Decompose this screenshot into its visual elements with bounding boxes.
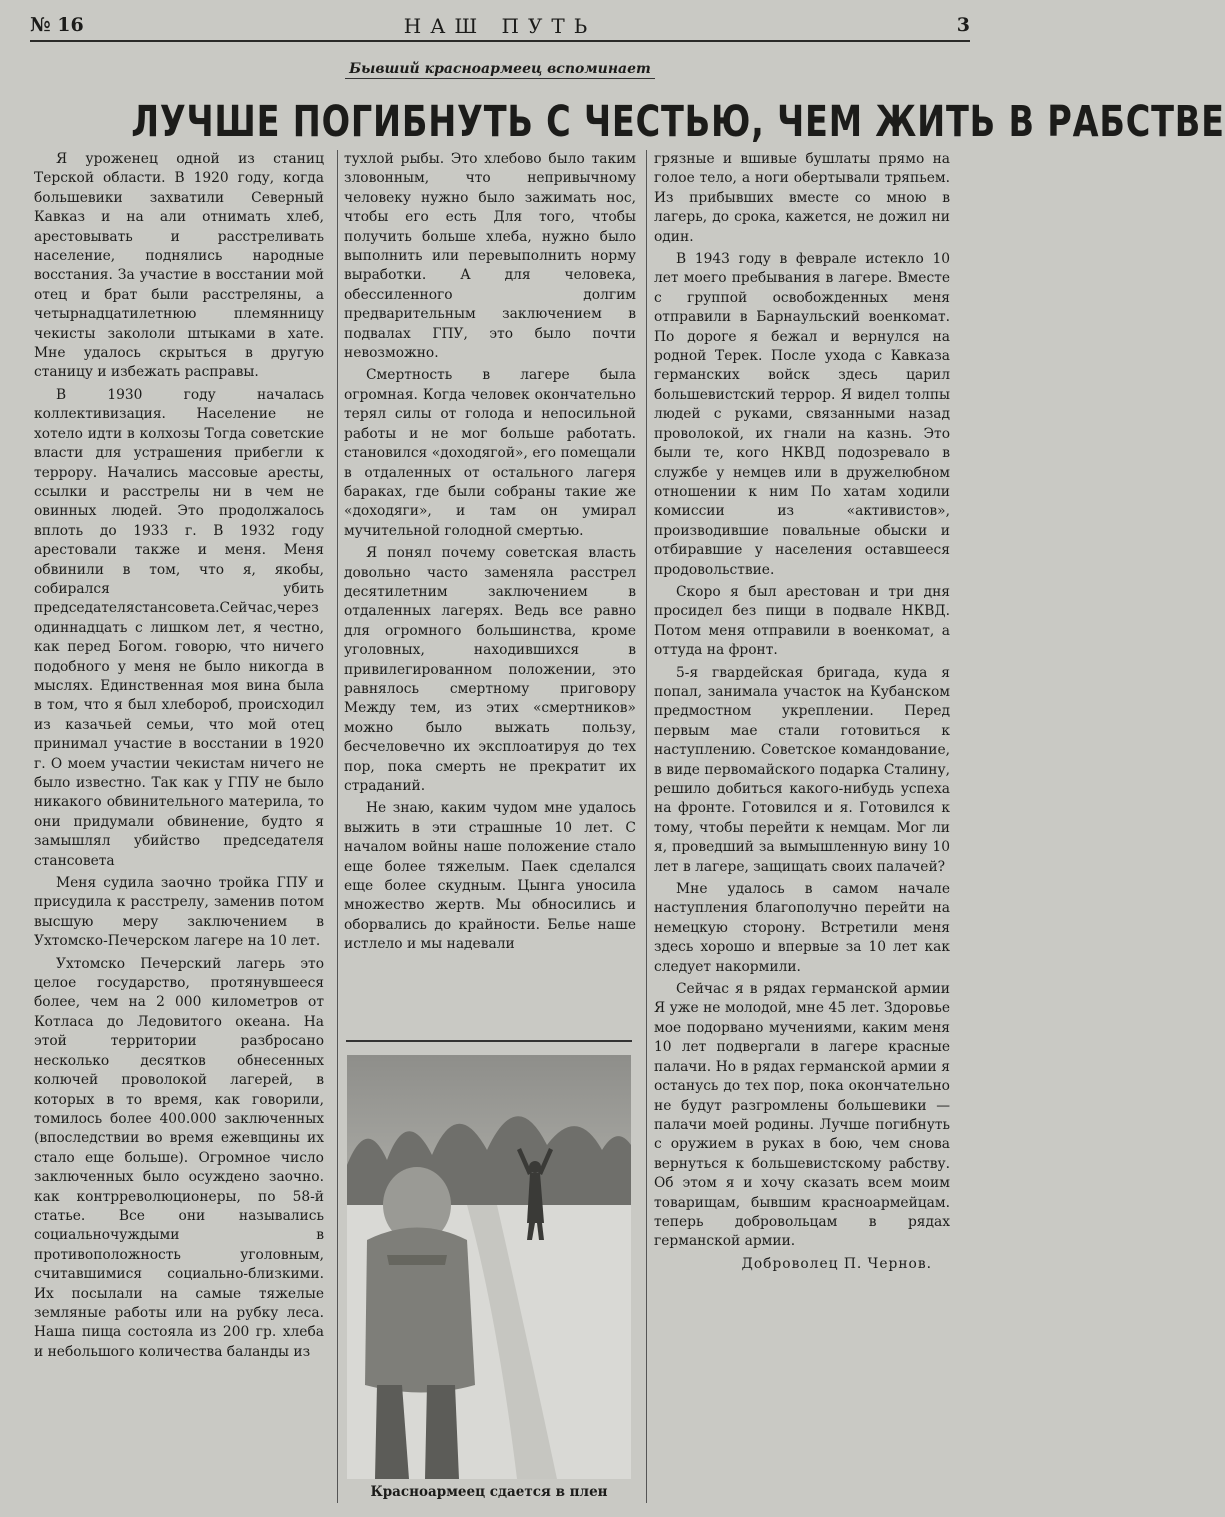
news-photo — [347, 1055, 631, 1479]
photo-illustration — [347, 1055, 631, 1479]
article-column-3 — [654, 150, 950, 1505]
page-number: 3 — [956, 14, 970, 36]
headline: ЛУЧШЕ ПОГИБНУТЬ С ЧЕСТЬЮ, ЧЕМ ЖИТЬ В РАБСТВЕ — [131, 97, 1225, 147]
paragraph: В 1930 году началась коллективизация. Население не хотело идти в колхозы Тогда советские власти для устрашения прибегли к террору. Начались массовые аресты, ссылки и расстрелы ни в чем не овинных людей. Это продолжалось вплоть до 1933 г. В 1932 году арестовали также и меня. Меня обвинили в том, что я, якобы, собирался убить председателястансовета.Сейчас,через одиннадцать с лишком лет, я честно, как перед Богом. говорю, что ничего подобного у меня не было никогда в мыслях. Единственная моя вина была в том, что я был хлебороб, происходил из казачьей семьи, что мой отец принимал участие в восстании в 1920 г. О моем участии чекистам ничего не было известно. Так как у ГПУ не было никакого обвинительного материла, то они придумали обвинение, будто я замышлял убийство председателя стансовета — [34, 386, 324, 869]
paragraph: Не знаю, каким чудом мне удалось выжить в эти страшные 10 лет. С началом войны наше положение стало еще более тяжелым. Паек сделался еще более скудным. Цынга уносила множество жертв. Мы обносились и оборвались до крайности. Белье наше истлело и мы надевали — [344, 800, 636, 953]
paragraph: Меня судила заочно тройка ГПУ и присудила к расстрелу, заменив потом высшую меру заключением в Ухтомско-Печерском лагере на 10 лет. — [34, 875, 324, 950]
paragraph: В 1943 году в феврале истекло 10 лет моего пребывания в лагере. Вместе с группой освобожденных меня отправили в Барнаульский военкомат. По дороге я бежал и вернулся на родной Терек. После ухода с Кавказа германских войск здесь царил большевистский террор. Я видел толпы людей с руками, связанными назад проволокой, их гнали на казнь. Это были те, кого НКВД подозревало в службе у немцев или в дружелюбном отношении к ним По хатам ходили комиссии из «активистов», производившие повальные обыски и отбиравшие у населения оставшееся продовольствие. — [654, 251, 950, 578]
paragraph: Мне удалось в самом начале наступления благополучно перейти на немецкую сторону. Встретили меня здесь хорошо и впервые за 10 лет как следует накормили. — [654, 881, 950, 975]
article-column-1 — [34, 150, 324, 1510]
photo-rule — [346, 1040, 632, 1042]
kicker-text: Бывший красноармеец вспоминает — [345, 61, 655, 79]
paragraph: Скоро я был арестован и три дня просидел без пищи в подвале НКВД. Потом меня отправили в военкомат, а оттуда на фронт. — [654, 583, 950, 659]
paragraph: Я понял почему советская власть довольно часто заменяла расстрел десятилетним заключением в отдаленных лагерях. Ведь все равно для огромного большинства, кроме уголовных, находившихся в привилегированном положении, это равнялось смертному приговору Между тем, из этих «смертников» можно было выжать пользу, бесчеловечно их эксплоатируя до тех пор, пока смерть не прекратит их страданий. — [344, 545, 636, 794]
paragraph: тухлой рыбы. Это хлебово было таким зловонным, что непривычному человеку нужно было зажимать нос, чтобы его есть Для того, чтобы получить больше хлеба, нужно было выполнить или перевыполнить норму выработки. А для человека, обессиленного долгим предварительным заключением в подвалах ГПУ, это было почти невозможно. — [344, 151, 636, 362]
newspaper-title: НАШ ПУТЬ — [403, 14, 597, 38]
paragraph: грязные и вшивые бушлаты прямо на голое тело, а ноги обертывали тряпьем. Из прибывших вместе со мною в лагерь, до срока, кажется, не дожил ни один. — [654, 151, 950, 245]
issue-number: № 16 — [30, 14, 84, 36]
paragraph: Я уроженец одной из станиц Терской области. В 1920 году, когда большевики захватили Северный Кавказ и на али отнимать хлеб, арестовывать и расстреливать население, поднялись народные восстания. За участие в восстании мой отец и брат были расстреляны, а четырнадцатилетнюю племянницу чекисты закололи штыками в хате. Мне удалось скрыться в другую станицу и избежать расправы. — [34, 151, 324, 381]
paragraph: Ухтомско Печерский лагерь это целое государство, протянувшееся более, чем на 2 000 километров от Котласа до Ледовитого океана. На этой территории разбросано несколько десятков обнесенных колючей проволокой лагерей, в которых в то время, как говорили, томилось более 400.000 заключенных (впоследствии во время ежевщины их стало еще больше). Огромное число заключенных было осуждено заочно. как контрреволюционеры, по 58-й статье. Все они назывались социальночуждыми в противоположность уголовным, считавшимися социально-близкими. Их посылали на самые тяжелые земляные работы или на рубку леса. Наша пища состояла из 200 гр. хлеба и небольшого количества баланды из — [34, 955, 324, 1360]
kicker — [0, 61, 1000, 77]
photo-caption: Красноармеец сдается в плен — [370, 1484, 608, 1500]
article-column-2 — [344, 150, 636, 1030]
column-divider — [337, 150, 338, 1503]
masthead-rule — [30, 40, 970, 42]
column-divider — [646, 150, 647, 1503]
paragraph: 5-я гвардейская бригада, куда я попал, занимала участок на Кубанском предмостном укреплении. Перед первым мае стали готовиться к наступлению. Советское командование, в виде первомайского подарка Сталину, решило добиться какого-нибудь успеха на фронте. Готовился и я. Готовился к тому, чтобы перейти к немцам. Мог ли я, проведший за вымышленную вину 10 лет в лагере, защищать своих палачей? — [654, 664, 950, 875]
author-signature: Доброволец П. Чернов. — [741, 1255, 932, 1272]
paragraph: Смертность в лагере была огромная. Когда человек окончательно терял силы от голода и непосильной работы и не мог больше работать. становился «доходягой», его помещали в отдаленных от остального лагеря бараках, где были собраны такие же «доходяги», и там он умирал мучительной голодной смертью. — [344, 367, 636, 539]
masthead — [30, 14, 970, 40]
paragraph: Сейчас я в рядах германской армии Я уже не молодой, мне 45 лет. Здоровье мое подорвано мучениями, каким меня 10 лет подвергали в лагере красные палачи. Но в рядах германской армии я останусь до тех пор, пока окончательно не будут разгромлены большевики — палачи моей родины. Лучше погибнуть с оружием в руках в бою, чем снова вернуться к большевистскому рабству. Об этом я и хочу сказать всем моим товарищам, бывшим красноармейцам. теперь добровольцам в рядах германской армии. — [654, 981, 950, 1250]
